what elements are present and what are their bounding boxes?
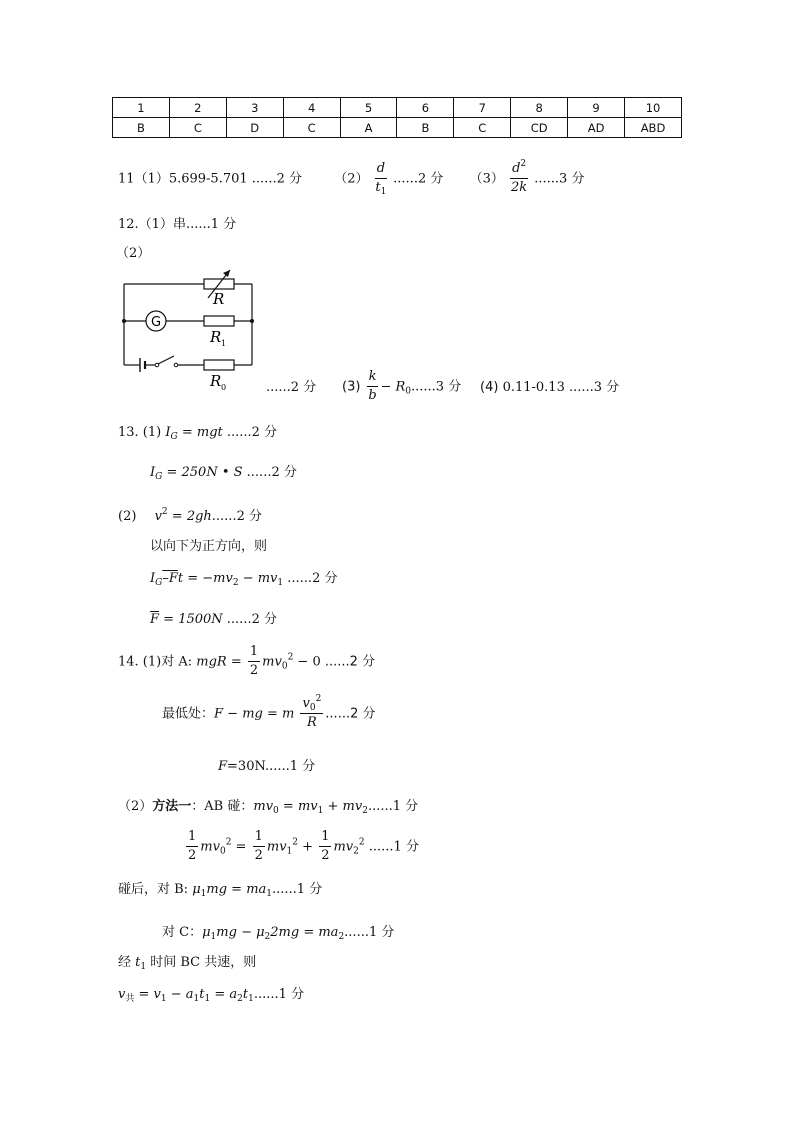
symbol: mv xyxy=(262,654,282,670)
symbol: t xyxy=(242,987,249,1002)
symbol: mv xyxy=(266,839,287,855)
table-cell: 2 xyxy=(169,98,226,118)
q14-ab-collision-label: ：AB 碰： xyxy=(191,799,254,814)
superscript: 2 xyxy=(225,837,232,848)
equation: = v xyxy=(134,987,161,1002)
plus: + xyxy=(298,839,318,855)
fraction-numerator: d xyxy=(375,162,387,179)
superscript: 2 xyxy=(358,837,365,848)
table-cell: 6 xyxy=(397,98,454,118)
q11-label: 11（1） xyxy=(118,171,169,187)
fraction xyxy=(253,830,265,864)
fraction-numerator: d xyxy=(512,161,521,176)
subscript: 1 xyxy=(380,187,387,198)
subscript: 1 xyxy=(286,846,293,857)
table-cell: 8 xyxy=(511,98,568,118)
equation: − mv xyxy=(238,571,278,586)
score: ......2 分 xyxy=(320,654,376,670)
equation: − a xyxy=(166,987,194,1002)
subscript: 0 xyxy=(309,703,316,713)
circuit-diagram xyxy=(110,262,270,392)
q14-lowest-point-label: 最低处： xyxy=(162,706,215,722)
q14-line3 xyxy=(218,760,315,773)
q13-label: 13. (1) xyxy=(118,425,166,440)
symbol: μ xyxy=(192,882,201,897)
score: ......2 分 xyxy=(222,425,278,440)
equation: = 1500N xyxy=(159,612,223,627)
r1-subscript: 1 xyxy=(221,339,227,348)
table-cell: 1 xyxy=(113,98,170,118)
subscript: 1 xyxy=(210,932,217,942)
symbol: I xyxy=(165,425,171,440)
q13-line1 xyxy=(118,425,278,442)
table-cell: C xyxy=(454,118,511,138)
average-force: $\overline{F}$ xyxy=(150,612,160,627)
fraction-numerator: k xyxy=(367,370,379,387)
subscript: 1 xyxy=(200,889,207,899)
equation: 2mg = ma xyxy=(270,925,339,940)
q13-line5 xyxy=(150,571,338,588)
subscript: 2 xyxy=(362,806,368,816)
score: ......1 分 xyxy=(344,925,395,940)
q12-part2-label: （2） xyxy=(116,246,151,261)
q14-line2 xyxy=(162,694,376,731)
equation: mg − μ xyxy=(216,925,265,940)
resistor-r1 xyxy=(204,316,234,326)
equation: mg = ma xyxy=(206,882,267,897)
score: ......2 分 xyxy=(325,706,376,722)
subscript: 1 xyxy=(248,994,254,1004)
table-cell: 7 xyxy=(454,98,511,118)
subscript: 2 xyxy=(264,932,271,942)
symbol: F xyxy=(218,759,228,774)
symbol: mv xyxy=(333,839,354,855)
subscript: 0 xyxy=(405,386,412,397)
fraction xyxy=(186,830,198,864)
equation: mgR = xyxy=(196,654,246,670)
fraction xyxy=(319,830,331,864)
q14-line6 xyxy=(118,882,323,899)
method-one-heading: 方法一 xyxy=(152,799,192,814)
fraction-denominator: 2 xyxy=(249,663,259,679)
superscript: 2 xyxy=(287,652,294,663)
equation: = 2gh xyxy=(167,509,212,524)
equals: = xyxy=(231,839,251,855)
table-cell: 9 xyxy=(568,98,625,118)
fraction-numerator: 1 xyxy=(248,645,260,662)
text: 时间 BC 共速，则 xyxy=(146,955,257,970)
q12-part3-fraction xyxy=(367,370,379,404)
subscript: G xyxy=(155,472,163,482)
fraction-denominator: 2k xyxy=(511,180,528,196)
table-cell: C xyxy=(283,118,340,138)
q11-line xyxy=(118,159,585,198)
subscript: 2 xyxy=(232,578,239,588)
r1-label: R xyxy=(210,328,222,346)
q11-part2-fraction xyxy=(375,162,387,196)
r0-subscript: 0 xyxy=(221,383,227,392)
superscript: 2 xyxy=(161,507,168,517)
q11-part3-score: ......3 分 xyxy=(534,171,585,187)
subscript: 1 xyxy=(317,806,324,816)
superscript: 2 xyxy=(292,837,299,848)
q11-part2-label: （2） xyxy=(334,171,369,187)
equation: mv xyxy=(253,799,274,814)
symbol: t xyxy=(199,987,205,1002)
fraction xyxy=(248,645,260,679)
superscript: 2 xyxy=(315,694,322,704)
galvanometer-label: G xyxy=(150,315,162,330)
q12-part3-tail: − R xyxy=(380,379,406,395)
equation: = 250N • S xyxy=(162,465,243,480)
table-cell: 3 xyxy=(226,98,283,118)
q12-part4-value: 0.11-0.13 ......3 分 xyxy=(502,380,620,395)
score: ......2 分 xyxy=(222,612,277,627)
q14-label: 14. (1)对 A: xyxy=(118,654,197,670)
table-cell: B xyxy=(397,118,454,138)
subscript: G xyxy=(170,432,178,442)
equation: − 0 xyxy=(293,654,321,670)
q11-part3-fraction xyxy=(510,159,528,196)
text: 经 xyxy=(118,955,136,970)
symbol: t xyxy=(135,955,141,970)
subscript: 1 xyxy=(193,994,200,1004)
fraction-denominator: 2 xyxy=(254,848,263,864)
table-cell: C xyxy=(169,118,226,138)
q11-part3-label: （3） xyxy=(469,171,504,187)
subscript: 1 xyxy=(160,994,167,1004)
fraction-denominator: b xyxy=(368,388,377,404)
equation: t = −mv xyxy=(177,571,233,586)
q13-line2 xyxy=(150,465,297,482)
symbol: μ xyxy=(202,925,211,940)
q12-part3-score: ......3 分 xyxy=(411,379,462,395)
answer-table-number-row xyxy=(113,98,682,118)
fraction-denominator: t xyxy=(375,180,381,196)
symbol: v xyxy=(154,509,162,524)
table-cell: D xyxy=(226,118,283,138)
resistor-r0 xyxy=(204,360,234,370)
q12-part1: 12.（1）串......1 分 xyxy=(118,217,237,232)
subscript: 1 xyxy=(277,578,284,588)
q13-line3 xyxy=(118,507,262,524)
equation: + mv xyxy=(323,799,363,814)
score: ......2 分 xyxy=(211,509,262,524)
q12-part4-label: (4) xyxy=(480,380,499,395)
subscript: 1 xyxy=(140,962,147,972)
equation: = mv xyxy=(278,799,318,814)
subscript: 0 xyxy=(273,806,279,816)
answer-table xyxy=(112,97,682,138)
fraction-denominator: 2 xyxy=(321,848,330,864)
subscript: 2 xyxy=(353,846,359,857)
q14-c-label: 对 C： xyxy=(162,925,203,940)
table-cell: 5 xyxy=(340,98,397,118)
r0-label: R xyxy=(210,372,222,390)
subscript: G xyxy=(155,578,163,588)
table-cell: B xyxy=(113,118,170,138)
score: ......2 分 xyxy=(242,465,297,480)
table-cell: 10 xyxy=(625,98,682,118)
symbol: v xyxy=(118,987,126,1002)
subscript: 1 xyxy=(266,889,273,899)
q12-part2-score: ......2 分 xyxy=(266,380,317,395)
equation: =30N......1 分 xyxy=(227,759,316,774)
q14-part2-label: （2） xyxy=(118,799,153,814)
q14-line4 xyxy=(118,799,419,816)
fraction-denominator: R xyxy=(306,715,317,731)
fraction-denominator: 2 xyxy=(188,848,197,864)
answer-table-answer-row xyxy=(113,118,682,138)
q12-part3 xyxy=(342,370,461,404)
q14-line1 xyxy=(118,645,375,679)
rheostat-label: R xyxy=(213,290,225,308)
subscript: 2 xyxy=(237,994,243,1004)
fraction-numerator: v xyxy=(302,696,310,711)
average-force: –F xyxy=(162,571,178,586)
q12-part4 xyxy=(480,381,619,394)
q13-line6 xyxy=(150,613,277,626)
score: ......2 分 xyxy=(283,571,338,586)
q11-part1: 5.699-5.701 ......2 分 xyxy=(168,171,302,187)
subscript: 共 xyxy=(125,994,135,1004)
q14-line8 xyxy=(118,955,257,972)
subscript: 0 xyxy=(219,846,226,857)
superscript: 2 xyxy=(520,159,527,169)
q13-part2-label: (2) xyxy=(118,509,137,524)
score: ......1 分 xyxy=(367,799,419,814)
q14-after-collision-label: 碰后，对 B: xyxy=(118,882,193,897)
fraction-numerator: 1 xyxy=(319,830,331,847)
subscript: 2 xyxy=(338,932,345,942)
subscript: 1 xyxy=(204,994,211,1004)
symbol: mv xyxy=(200,839,220,855)
switch xyxy=(158,356,174,364)
table-cell: A xyxy=(340,118,397,138)
fraction-numerator: 1 xyxy=(253,830,265,847)
subscript: 0 xyxy=(281,661,288,672)
fraction-numerator: 1 xyxy=(186,830,198,847)
table-cell: CD xyxy=(511,118,568,138)
table-cell: ABD xyxy=(625,118,682,138)
q12-part3-label: (3) xyxy=(342,379,361,395)
fraction xyxy=(300,694,323,731)
symbol: I xyxy=(150,465,156,480)
equation: F − mg = m xyxy=(214,706,295,722)
q11-part2-score: ......2 分 xyxy=(393,171,444,187)
q14-line9 xyxy=(118,987,305,1004)
table-cell: AD xyxy=(568,118,625,138)
q14-line5 xyxy=(184,830,419,864)
q14-line7 xyxy=(162,925,395,942)
symbol: I xyxy=(150,571,156,586)
q13-line4: 以向下为正方向，则 xyxy=(150,539,268,554)
score: ......1 分 xyxy=(364,839,419,855)
score: ......1 分 xyxy=(272,882,323,897)
equation: = a xyxy=(210,987,238,1002)
equation: = mgt xyxy=(177,425,223,440)
table-cell: 4 xyxy=(283,98,340,118)
score: ......1 分 xyxy=(253,987,305,1002)
